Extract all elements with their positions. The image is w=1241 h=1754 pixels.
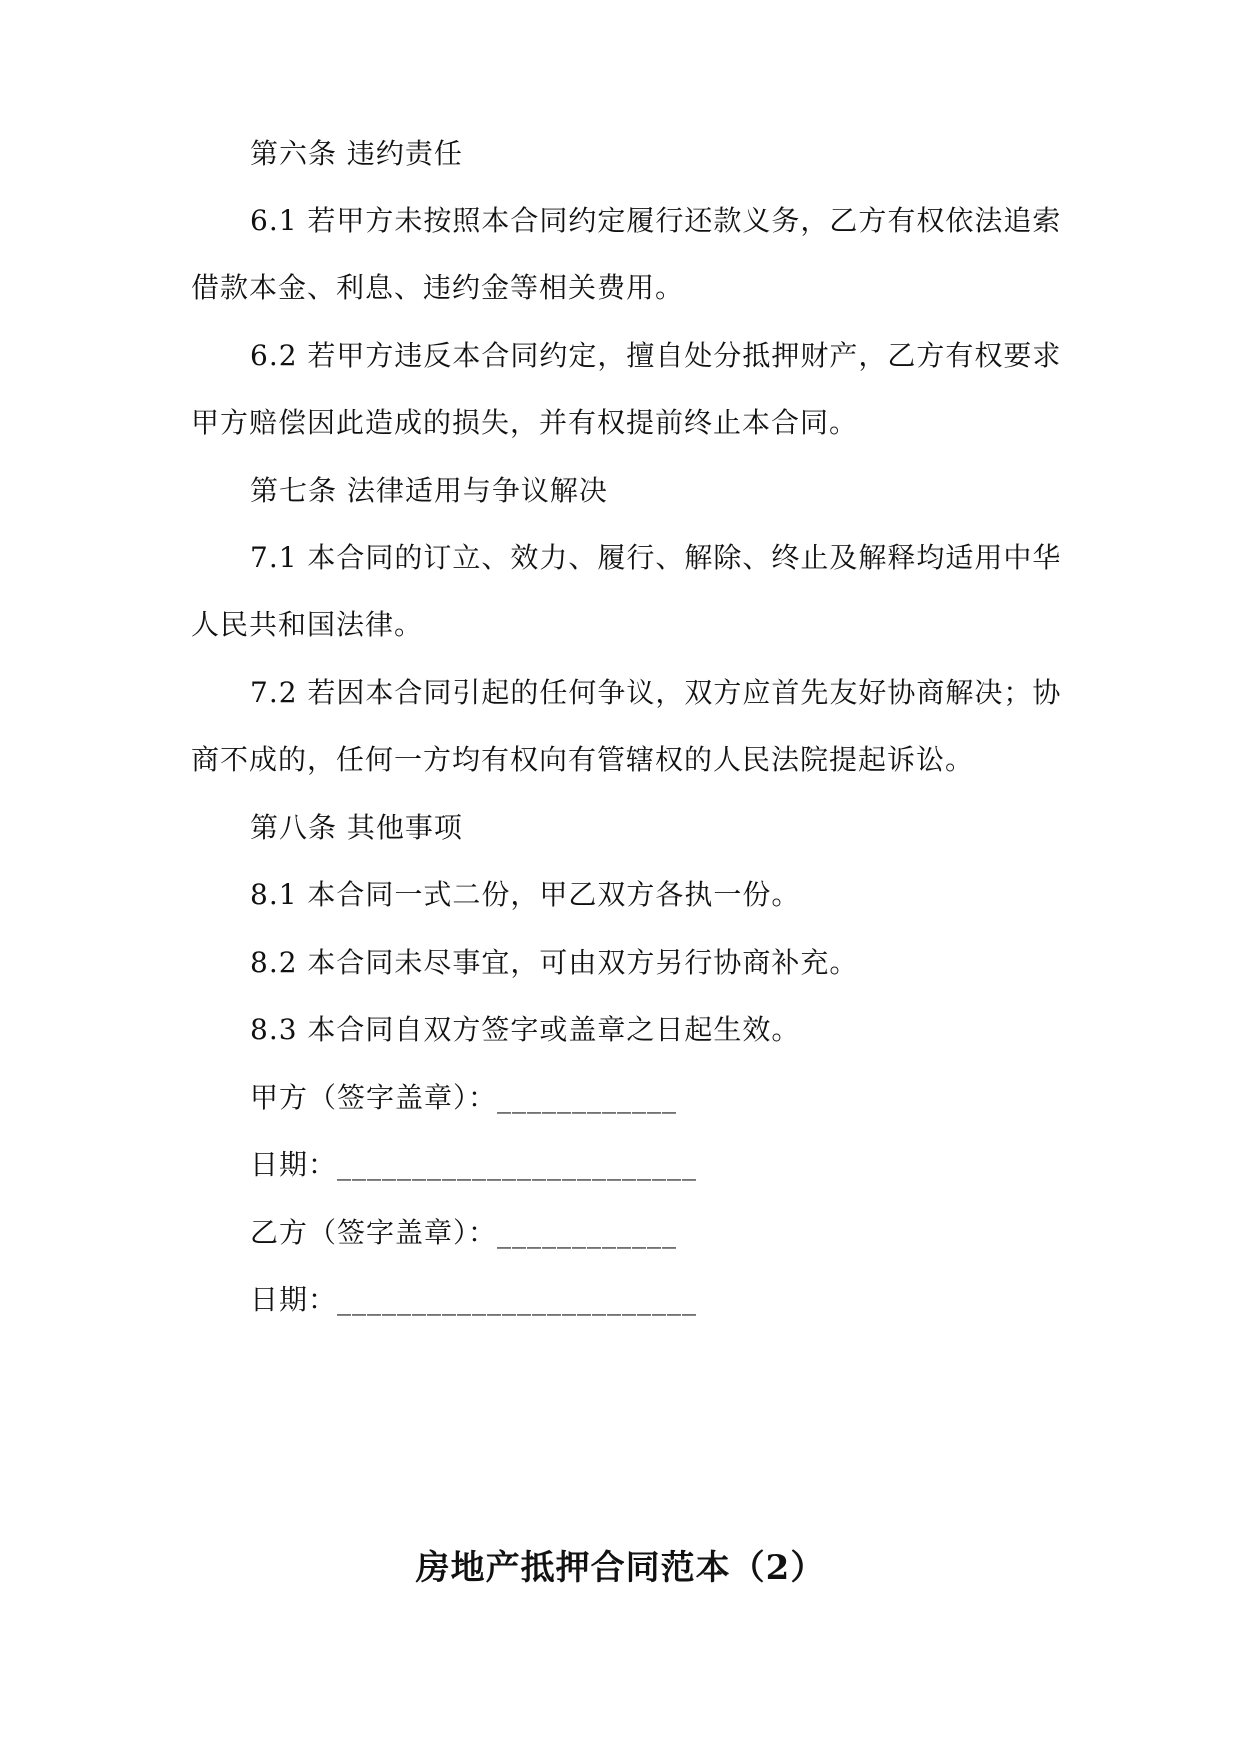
clause-6-2-line-1: 6.2 若甲方违反本合同约定，擅自处分抵押财产，乙方有权要求 — [250, 339, 1062, 372]
clause-8-3: 8.3 本合同自双方签字或盖章之日起生效。 — [250, 1013, 801, 1046]
clause-7-1-line-1: 7.1 本合同的订立、效力、履行、解除、终止及解释均适用中华 — [250, 541, 1062, 574]
clause-7-2-line-2: 商不成的，任何一方均有权向有管辖权的人民法院提起诉讼。 — [191, 743, 975, 776]
clause-6-1-line-1: 6.1 若甲方未按照本合同约定履行还款义务，乙方有权依法追索 — [250, 204, 1062, 237]
party-a-signature-line: 甲方（签字盖章）：____________ — [250, 1081, 678, 1114]
article-7-heading: 第七条 法律适用与争议解决 — [250, 474, 608, 507]
article-6-heading: 第六条 违约责任 — [250, 137, 463, 170]
clause-6-1-line-2: 借款本金、利息、违约金等相关费用。 — [191, 271, 685, 304]
party-b-date-line: 日期：________________________ — [250, 1283, 698, 1316]
clause-8-2: 8.2 本合同未尽事宜，可由双方另行协商补充。 — [250, 946, 859, 979]
party-a-date-line: 日期：________________________ — [250, 1148, 698, 1181]
next-contract-title: 房地产抵押合同范本（2） — [415, 1548, 826, 1588]
clause-7-1-line-2: 人民共和国法律。 — [191, 608, 424, 641]
article-8-heading: 第八条 其他事项 — [250, 811, 463, 844]
clause-7-2-line-1: 7.2 若因本合同引起的任何争议，双方应首先友好协商解决；协 — [250, 676, 1062, 709]
clause-6-2-line-2: 甲方赔偿因此造成的损失，并有权提前终止本合同。 — [191, 406, 859, 439]
party-b-signature-line: 乙方（签字盖章）：____________ — [250, 1216, 678, 1249]
clause-8-1: 8.1 本合同一式二份，甲乙双方各执一份。 — [250, 878, 801, 911]
